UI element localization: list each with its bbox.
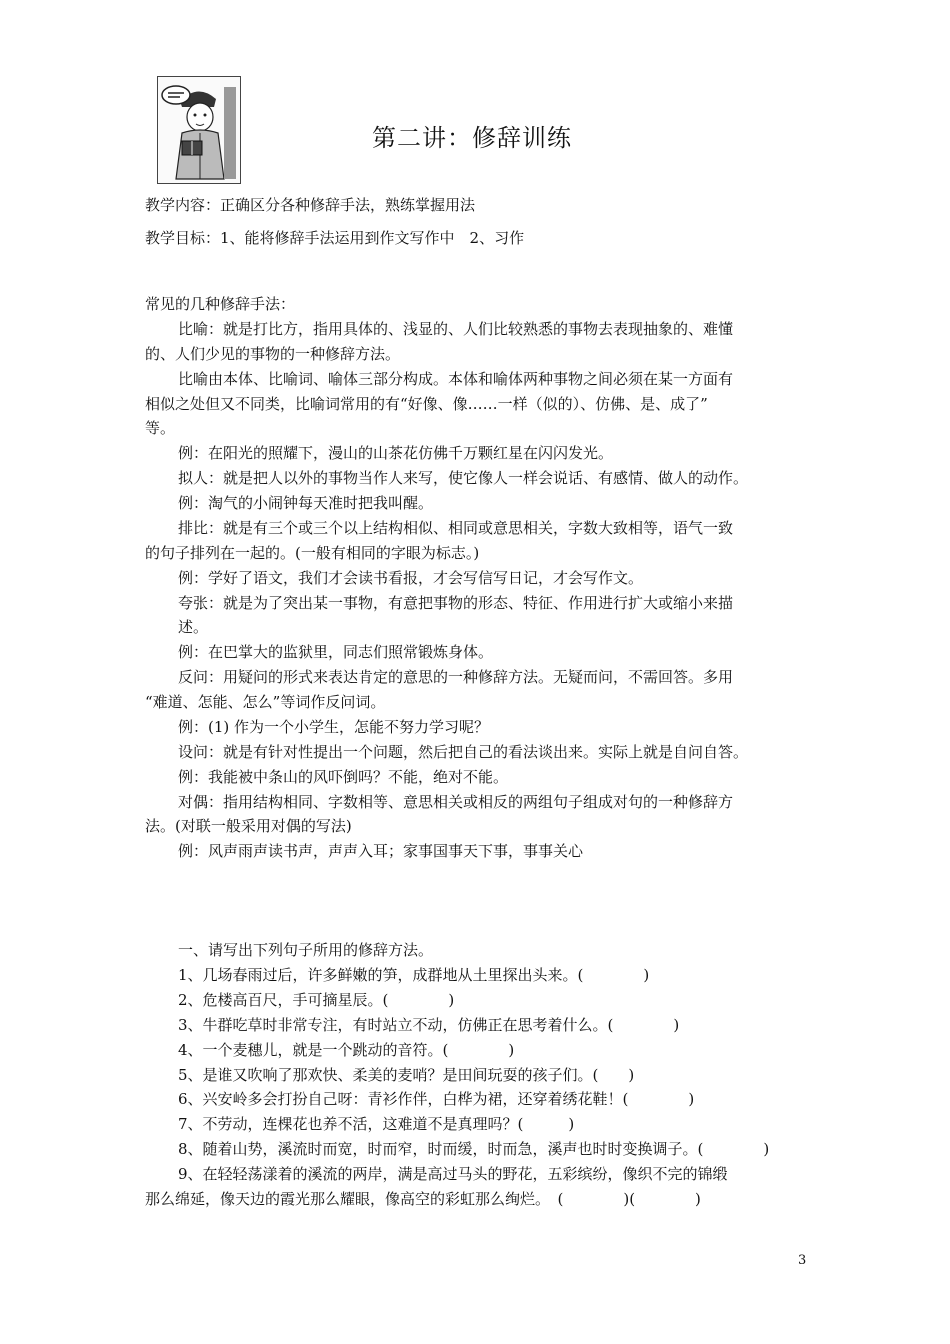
body-line: 相似之处但又不同类，比喻词常用的有“好像、像……一样（似的）、仿佛、是、成了”	[145, 395, 708, 413]
body-line: 比喻由本体、比喻词、喻体三部分构成。本体和喻体两种事物之间必须在某一方面有	[178, 370, 734, 388]
body-line: 的、人们少见的事物的一种修辞方法。	[145, 345, 401, 363]
exercise-item: 8、随着山势，溪流时而宽，时而窄，时而缓，时而急，溪声也时时变换调子。( )	[178, 1140, 770, 1158]
scholar-illustration	[157, 76, 241, 184]
body-line: 例：在巴掌大的监狱里，同志们照常锻炼身体。	[178, 643, 494, 661]
body-line: 比喻：就是打比方，指用具体的、浅显的、人们比较熟悉的事物去表现抽象的、难懂	[178, 320, 734, 338]
exercise-item: 1、几场春雨过后，许多鲜嫩的笋，成群地从土里探出头来。( )	[178, 966, 650, 984]
body-line: 例：(1) 作为一个小学生，怎能不努力学习呢？	[178, 718, 490, 736]
exercise-item: 2、危楼高百尺，手可摘星辰。( )	[178, 991, 455, 1009]
intro-heading: 常见的几种修辞手法：	[145, 295, 296, 313]
exercise-item: 3、牛群吃草时非常专注，有时站立不动，仿佛正在思考着什么。( )	[178, 1016, 680, 1034]
body-line: 对偶：指用结构相同、字数相等、意思相关或相反的两组句子组成对句的一种修辞方	[178, 793, 734, 811]
body-line: 例：在阳光的照耀下，漫山的山茶花仿佛千万颗红星在闪闪发光。	[178, 444, 614, 462]
body-line: 拟人：就是把人以外的事物当作人来写，使它像人一样会说话、有感情、做人的动作。	[178, 469, 749, 487]
body-line: 设问：就是有针对性提出一个问题，然后把自己的看法谈出来。实际上就是自问自答。	[178, 743, 749, 761]
body-line: 的句子排列在一起的。(一般有相同的字眼为标志。)	[145, 544, 480, 562]
exercise-item: 6、兴安岭多会打扮自己呀：青衫作伴，白桦为裙，还穿着绣花鞋！( )	[178, 1090, 695, 1108]
exercise-item: 7、不劳动，连棵花也养不活，这难道不是真理吗？( )	[178, 1115, 575, 1133]
exercise-heading: 一、请写出下列句子所用的修辞方法。	[178, 941, 434, 959]
exercise-item: 5、是谁又吹响了那欢快、柔美的麦哨？是田间玩耍的孩子们。( )	[178, 1066, 635, 1084]
body-line: 法。(对联一般采用对偶的写法)	[145, 817, 352, 835]
exercise-item: 那么绵延，像天边的霞光那么耀眼，像高空的彩虹那么绚烂。 ( )( )	[145, 1190, 701, 1208]
teaching-content: 教学内容：正确区分各种修辞手法，熟练掌握用法	[145, 196, 476, 214]
exercise-item: 4、一个麦穗儿，就是一个跳动的音符。( )	[178, 1041, 515, 1059]
body-line: 等。	[145, 419, 176, 437]
body-line: 例：风声雨声读书声，声声入耳；家事国事天下事，事事关心	[178, 842, 584, 860]
body-line: 述。	[178, 618, 209, 636]
exercise-item: 9、在轻轻荡漾着的溪流的两岸，满是高过马头的野花，五彩缤纷，像织不完的锦缎	[178, 1165, 728, 1183]
body-line: “难道、怎能、怎么”等词作反问词。	[145, 693, 386, 711]
body-line: 例：我能被中条山的风吓倒吗？不能，绝对不能。	[178, 768, 509, 786]
body-line: 反问：用疑问的形式来表达肯定的意思的一种修辞方法。无疑而问，不需回答。多用	[178, 668, 734, 686]
body-line: 例：学好了语文，我们才会读书看报，才会写信写日记，才会写作文。	[178, 569, 644, 587]
body-line: 排比：就是有三个或三个以上结构相似、相同或意思相关，字数大致相等，语气一致	[178, 519, 734, 537]
page-number: 3	[798, 1253, 807, 1268]
body-line: 夸张：就是为了突出某一事物，有意把事物的形态、特征、作用进行扩大或缩小来描	[178, 594, 734, 612]
body-line: 例：淘气的小闹钟每天准时把我叫醒。	[178, 494, 434, 512]
page-title: 第二讲：修辞训练	[372, 124, 572, 152]
teaching-goals: 教学目标：1、能将修辞手法运用到作文写作中 2、习作	[145, 229, 525, 247]
